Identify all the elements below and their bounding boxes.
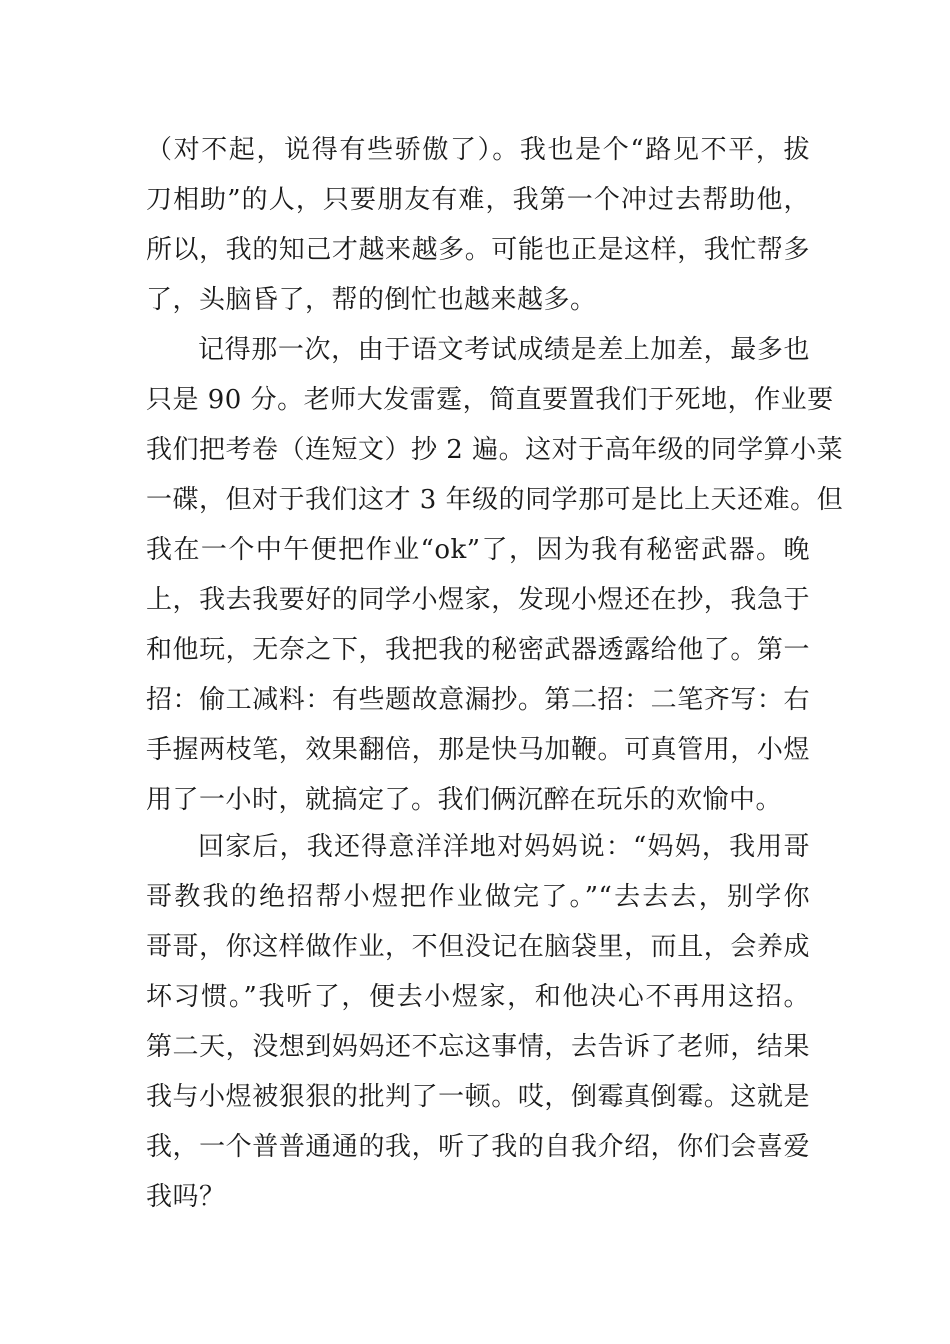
text-line: （对不起，说得有些骄傲了）。我也是个“路见不平，拔 (146, 135, 810, 165)
text-line: 了，头脑昏了，帮的倒忙也越来越多。 (146, 285, 597, 315)
text-line: 刀相助”的人，只要朋友有难，我第一个冲过去帮助他， (146, 185, 810, 215)
text-line: 我吗？ (146, 1182, 226, 1212)
text-line: 招：偷工减料：有些题故意漏抄。第二招：二笔齐写：右 (146, 685, 810, 715)
text-line: 回家后，我还得意洋洋地对妈妈说：“妈妈，我用哥 (198, 832, 810, 862)
text-line: 我在一个中午便把作业“ok”了，因为我有秘密武器。晚 (146, 535, 810, 565)
text-line: 所以，我的知己才越来越多。可能也正是这样，我忙帮多 (146, 235, 810, 265)
text-line: 我们把考卷（连短文）抄 2 遍。这对于高年级的同学算小菜 (146, 435, 844, 465)
text-line: 哥教我的绝招帮小煜把作业做完了。”“去去去，别学你 (146, 882, 810, 912)
text-line: 手握两枝笔，效果翻倍，那是快马加鞭。可真管用，小煜 (146, 735, 810, 765)
text-line: 我，一个普普通通的我，听了我的自我介绍，你们会喜爱 (146, 1132, 810, 1162)
text-line: 我与小煜被狠狠的批判了一顿。哎，倒霉真倒霉。这就是 (146, 1082, 810, 1112)
text-line: 只是 90 分。老师大发雷霆，简直要置我们于死地，作业要 (146, 385, 834, 415)
text-line: 上，我去我要好的同学小煜家，发现小煜还在抄，我急于 (146, 585, 810, 615)
text-line: 记得那一次，由于语文考试成绩是差上加差，最多也 (198, 335, 810, 365)
text-line: 哥哥，你这样做作业，不但没记在脑袋里，而且，会养成 (146, 932, 810, 962)
text-line: 一碟，但对于我们这才 3 年级的同学那可是比上天还难。但 (146, 485, 844, 515)
text-line: 坏习惯。”我听了，便去小煜家，和他决心不再用这招。 (146, 982, 810, 1012)
text-line: 用了一小时，就搞定了。我们俩沉醉在玩乐的欢愉中。 (146, 785, 783, 815)
text-line: 第二天，没想到妈妈还不忘这事情，去告诉了老师，结果 (146, 1032, 810, 1062)
text-line: 和他玩，无奈之下，我把我的秘密武器透露给他了。第一 (146, 635, 810, 665)
